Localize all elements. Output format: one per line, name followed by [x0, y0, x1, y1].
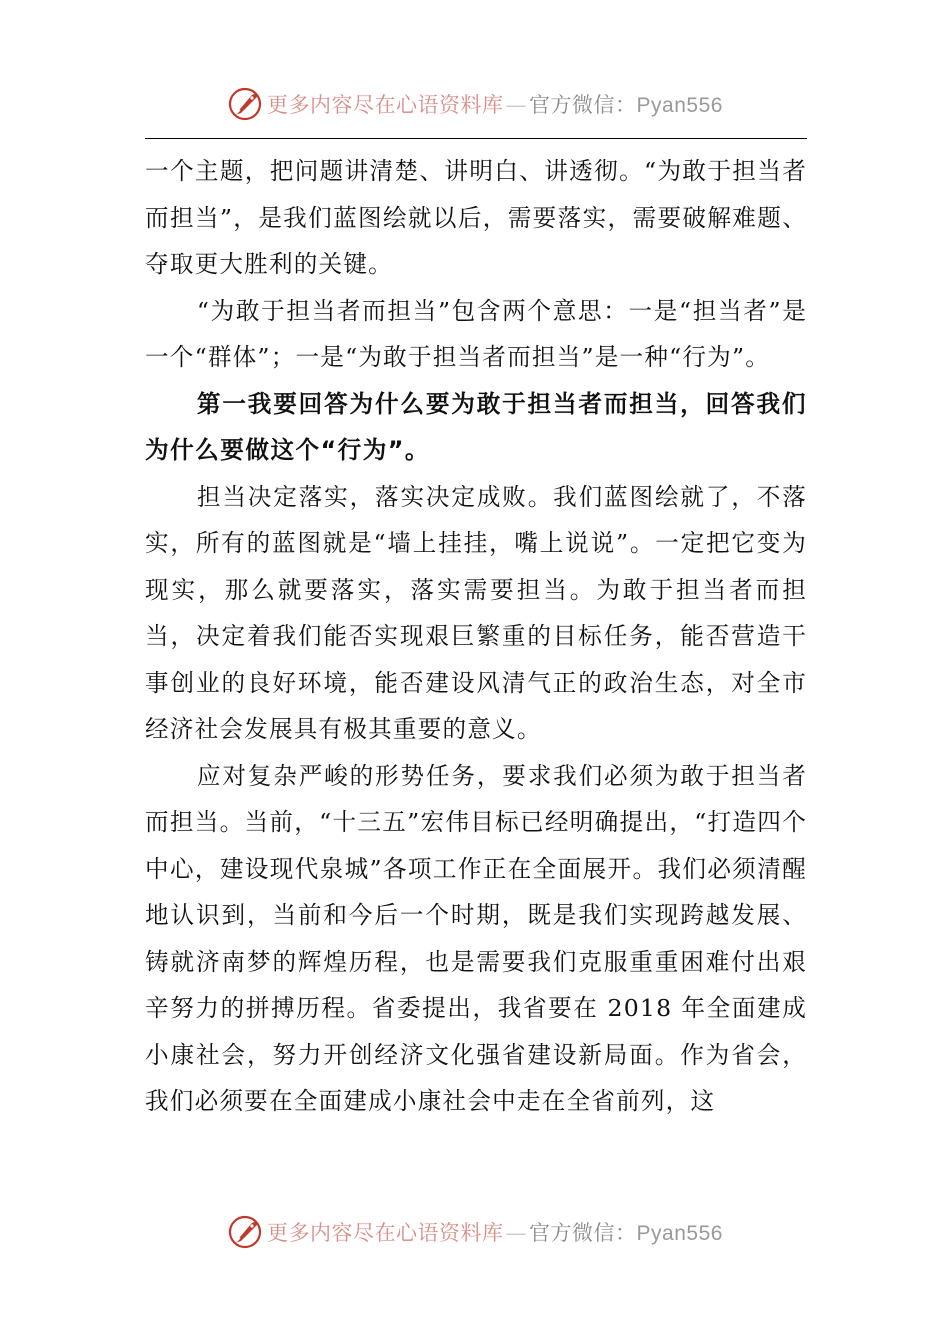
header-wechat-id: Pyan556	[636, 94, 723, 117]
header-wechat-label: 官方微信：	[529, 93, 637, 117]
paragraph-1: 一个主题，把问题讲清楚、讲明白、讲透彻。“为敢于担当者而担当”，是我们蓝图绘就以后，需要落实，需要破解难题、夺取更大胜利的关键。	[145, 157, 807, 278]
quill-pen-circle-icon	[227, 1214, 263, 1250]
footer-wechat-label: 官方微信：	[529, 1221, 637, 1245]
footer-banner-main: 更多内容尽在心语资料库	[267, 1221, 504, 1245]
paragraph-3-heading: 第一我要回答为什么要为敢于担当者而担当，回答我们为什么要做这个“行为”。	[145, 389, 807, 464]
header-divider	[145, 138, 807, 139]
header-watermark-banner	[0, 84, 950, 124]
header-banner-main: 更多内容尽在心语资料库	[267, 93, 504, 117]
quill-pen-circle-icon	[227, 86, 263, 122]
paragraph-4: 担当决定落实，落实决定成败。我们蓝图绘就了，不落实，所有的蓝图就是“墙上挂挂，嘴上说说”。一定把它变为现实，那么就要落实，落实需要担当。为敢于担当者而担当，决定着我们能否实现艰巨繁重的目标任务，能否营造干事创业的良好环境，能否建设风清气正的政治生态，对全市经济社会发展具有极其重要的意义。	[145, 482, 807, 743]
document-body	[145, 148, 807, 1125]
header-banner-text	[267, 89, 723, 119]
paragraph-2: “为敢于担当者而担当”包含两个意思：一是“担当者”是一个“群体”；一是“为敢于担当者而担当”是一种“行为”。	[145, 296, 807, 371]
footer-wechat-id: Pyan556	[636, 1222, 723, 1245]
footer-banner-text	[267, 1217, 723, 1247]
footer-watermark-banner	[0, 1212, 950, 1252]
header-banner-separator: —	[505, 93, 528, 117]
footer-banner-separator: —	[505, 1221, 528, 1245]
paragraph-5: 应对复杂严峻的形势任务，要求我们必须为敢于担当者而担当。当前，“十三五”宏伟目标已经明确提出，“打造四个中心，建设现代泉城”各项工作正在全面展开。我们必须清醒地认识到，当前和今后一个时期，既是我们实现跨越发展、铸就济南梦的辉煌历程，也是需要我们克服重重困难付出艰辛努力的拼搏历程。省委提出，我省要在 2018 年全面建成小康社会，努力开创经济文化强省建设新局面。作为省会，我们必须要在全面建成小康社会中走在全省前列，这	[145, 761, 807, 1115]
